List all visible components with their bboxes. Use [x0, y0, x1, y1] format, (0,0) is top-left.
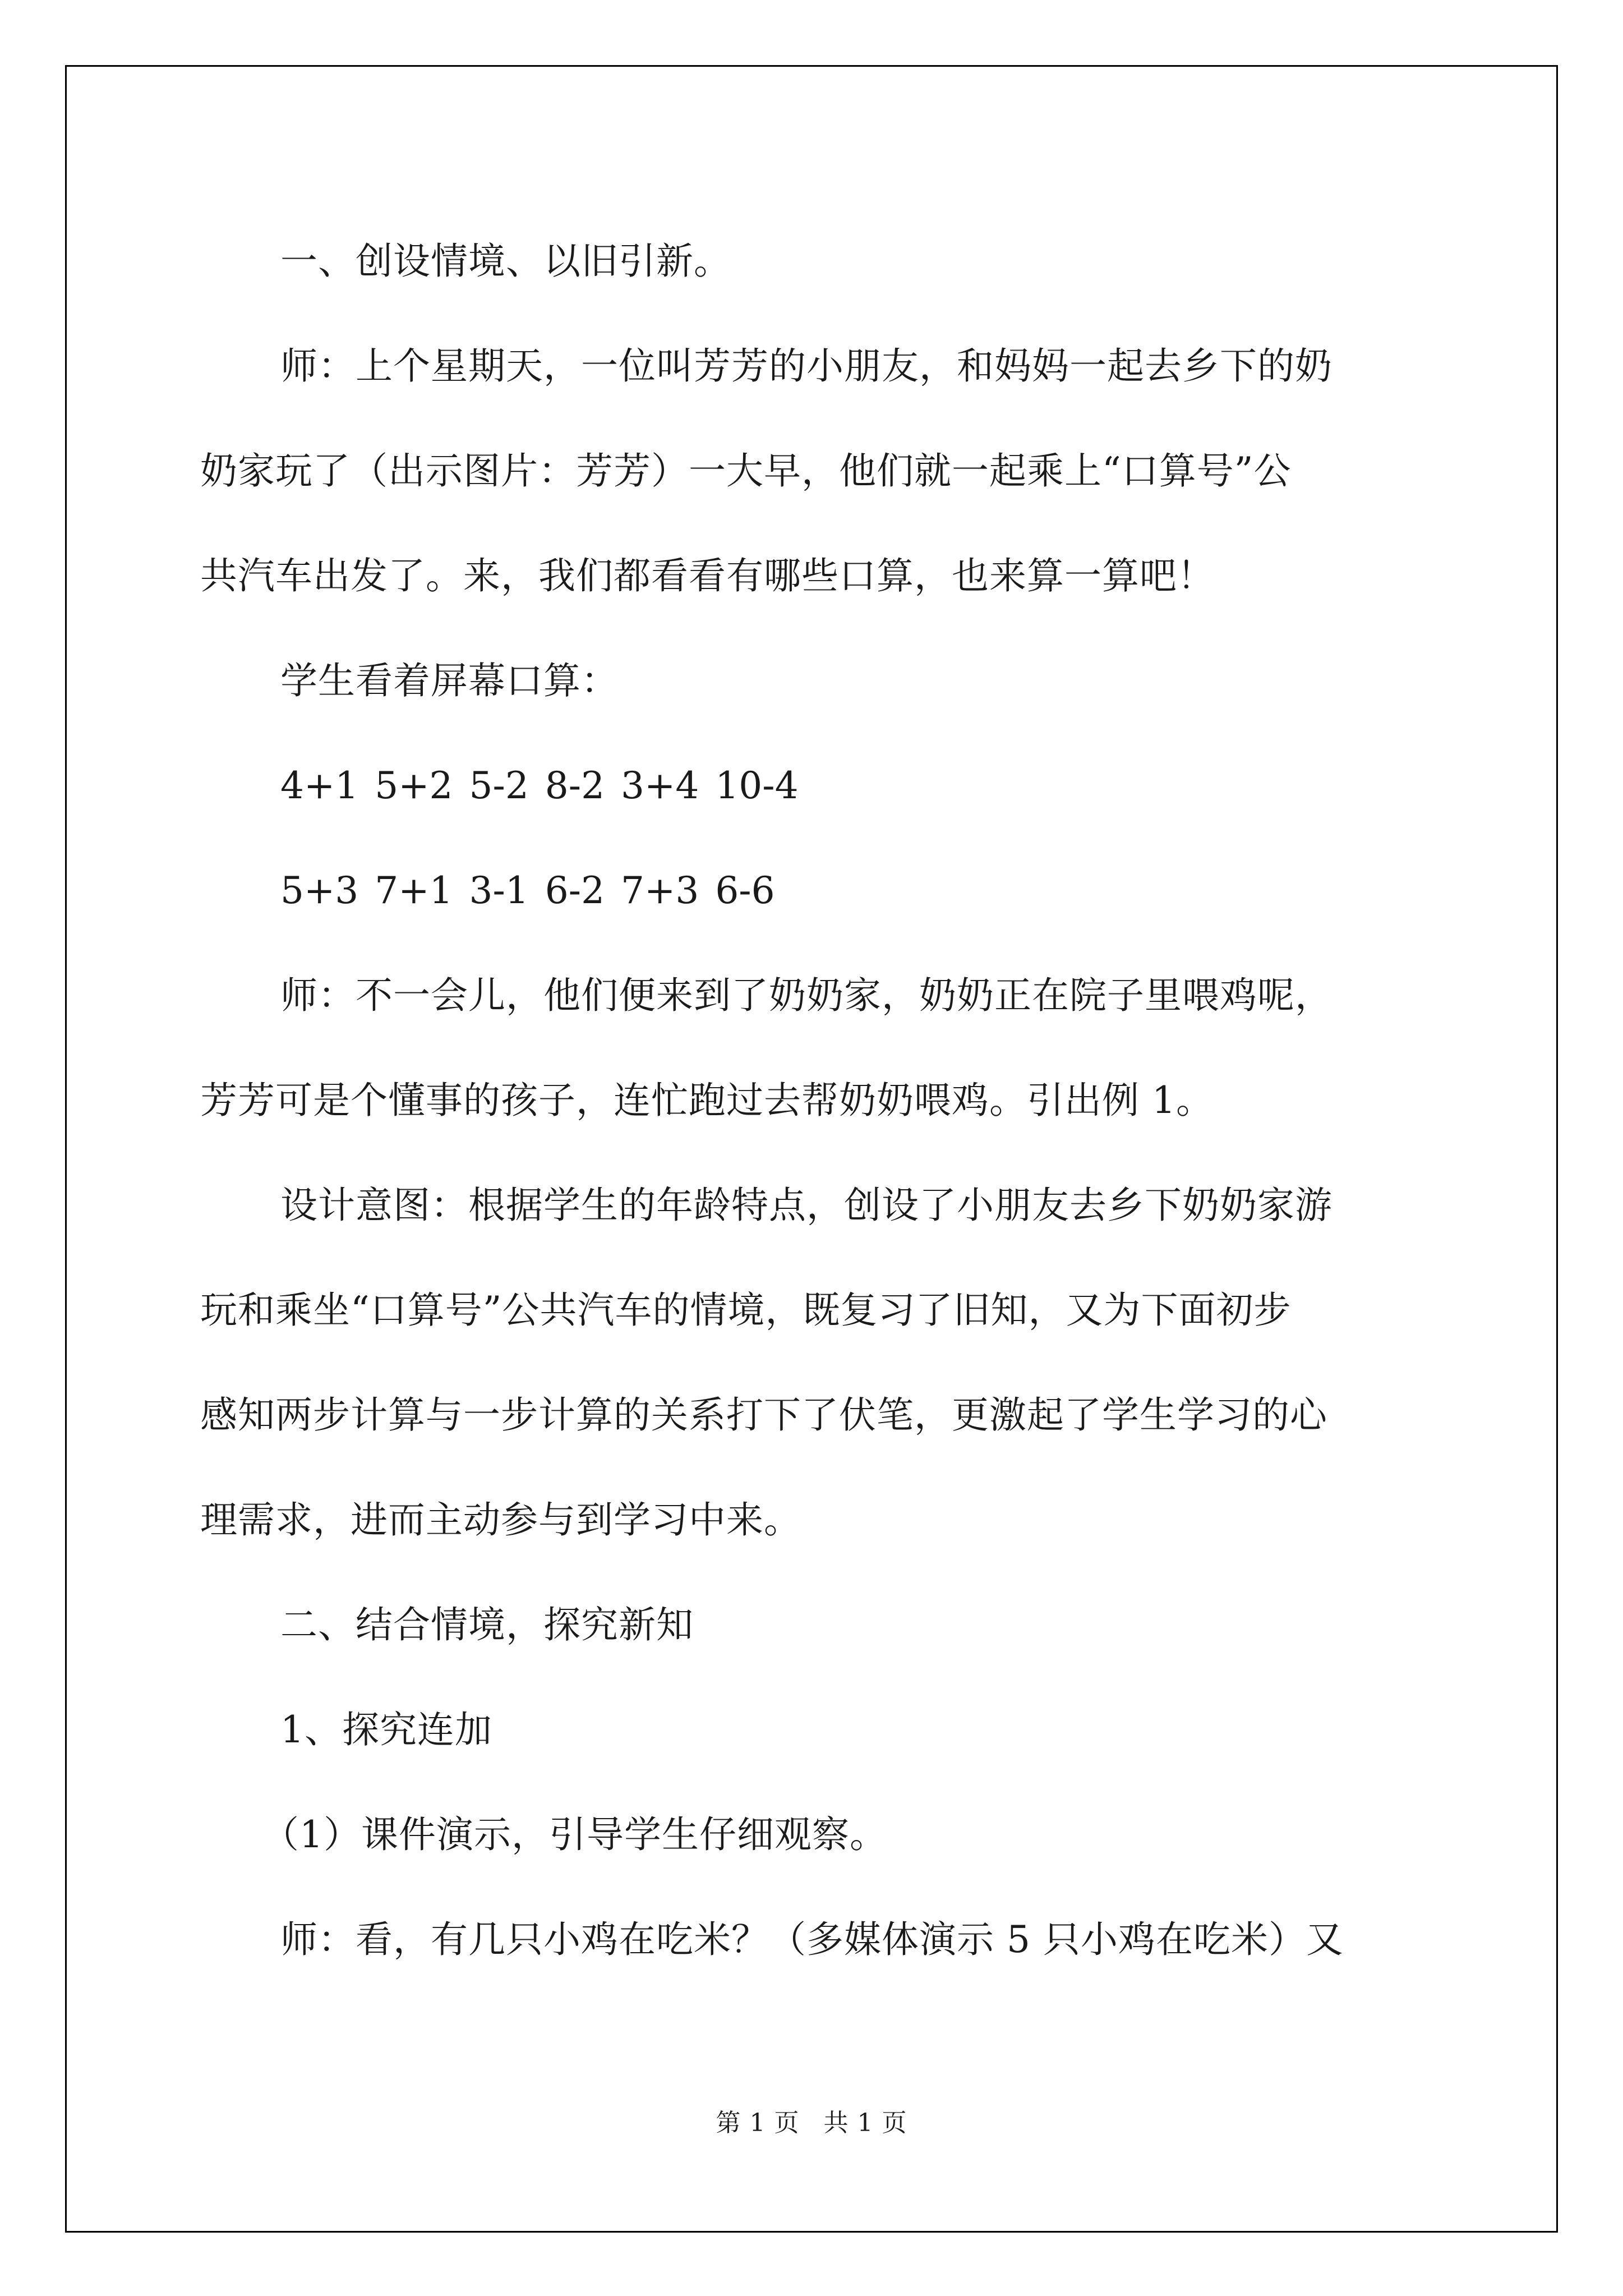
- text-line: （1）课件演示，引导学生仔细观察。: [262, 1813, 887, 1856]
- math-row-2: [200, 838, 1434, 943]
- text-line: 师：看，有几只小鸡在吃米？（多媒体演示 5 只小鸡在吃米）又: [280, 1918, 1344, 1961]
- text-line: 一、创设情境、以旧引新。: [280, 240, 731, 283]
- text-line: 学生看着屏幕口算：: [280, 659, 619, 702]
- text-line: 师：不一会儿，他们便来到了奶奶家，奶奶正在院子里喂鸡呢，: [280, 974, 1332, 1017]
- paragraph-teacher-intro: [200, 314, 1434, 628]
- text-line: 奶家玩了（出示图片：芳芳）一大早，他们就一起乘上“口算号”公: [200, 449, 1292, 493]
- heading-step-1: [200, 1782, 1434, 1887]
- text-line: 设计意图：根据学生的年龄特点，创设了小朋友去乡下奶奶家游: [280, 1184, 1332, 1227]
- text-line: 师：上个星期天，一位叫芳芳的小朋友，和妈妈一起去乡下的奶: [280, 344, 1332, 388]
- text-line: 感知两步计算与一步计算的关系打下了伏笔，更激起了学生学习的心: [200, 1393, 1327, 1437]
- page-total: 共 1 页: [823, 2109, 907, 2137]
- text-line: 共汽车出发了。来，我们都看看有哪些口算，也来算一算吧！: [200, 554, 1215, 597]
- page-footer: [0, 2102, 1623, 2138]
- text-line: 4+1 5+2 5-2 8-2 3+4 10-4: [280, 764, 799, 807]
- paragraph-design-intent: [200, 1153, 1434, 1572]
- document-body: [200, 209, 1434, 1992]
- heading-section-2: [200, 1572, 1434, 1677]
- text-line: 二、结合情境，探究新知: [280, 1603, 694, 1646]
- paragraph-teacher-chicks: [200, 1887, 1434, 1992]
- text-line: 5+3 7+1 3-1 6-2 7+3 6-6: [280, 869, 775, 912]
- text-line: 玩和乘坐“口算号”公共汽车的情境，既复习了旧知，又为下面初步: [200, 1289, 1292, 1332]
- text-line: 芳芳可是个懂事的孩子，连忙跑过去帮奶奶喂鸡。引出例 1。: [200, 1079, 1214, 1122]
- page-number: 第 1 页: [716, 2109, 800, 2137]
- paragraph-teacher-grandma: [200, 943, 1434, 1153]
- heading-section-1: [200, 209, 1434, 314]
- text-line: 1、探究连加: [280, 1708, 492, 1751]
- text-line: 理需求，进而主动参与到学习中来。: [200, 1498, 801, 1542]
- paragraph-students-compute: [200, 628, 1434, 733]
- math-row-1: [200, 733, 1434, 838]
- heading-subsection-1: [200, 1677, 1434, 1782]
